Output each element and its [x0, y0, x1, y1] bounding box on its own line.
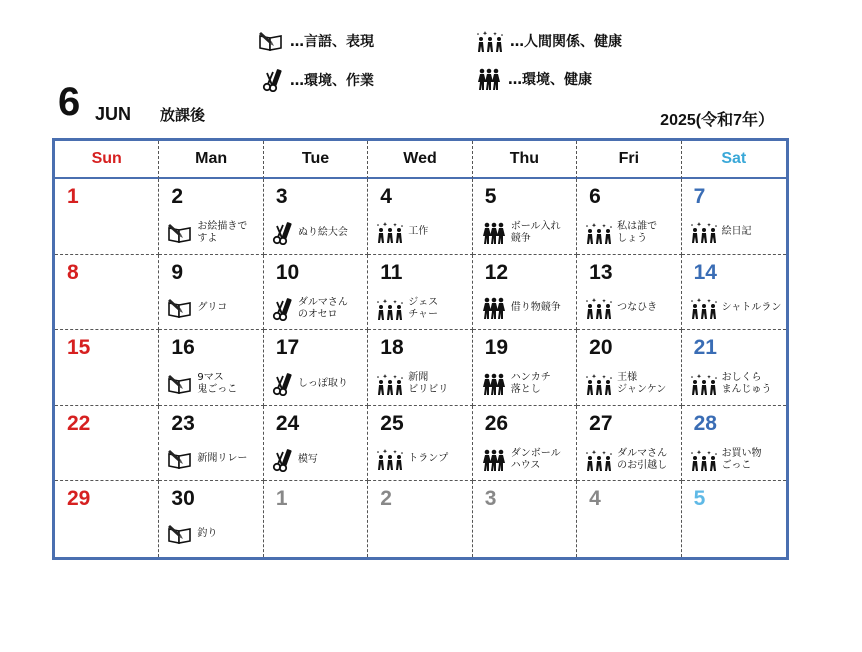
legend-item-language: …言語、表現 — [258, 30, 374, 52]
day-number: 22 — [67, 411, 91, 435]
day-number: 16 — [171, 336, 195, 360]
legend-item-environment-work: …環境、作業 — [262, 68, 374, 92]
activity — [167, 297, 227, 319]
day-cell — [159, 179, 263, 255]
activity — [585, 448, 667, 472]
day-number: 11 — [380, 260, 403, 284]
day-cell — [577, 330, 681, 406]
day-cell — [473, 406, 577, 482]
activity-label: ダルマさん のオセロ — [297, 296, 348, 320]
day-cell — [55, 255, 159, 331]
activity — [585, 221, 657, 245]
book-pencil-icon — [167, 297, 193, 319]
day-cell — [473, 481, 577, 557]
activity-label: ジェス チャー — [408, 296, 439, 320]
day-number: 18 — [380, 336, 404, 360]
day-number: 2 — [171, 185, 184, 208]
scissors-crayon-icon — [272, 372, 294, 396]
day-number: 1 — [67, 185, 79, 208]
day-cell — [577, 406, 681, 482]
activity-label: 模写 — [297, 453, 318, 465]
day-cell — [264, 330, 368, 406]
book-pencil-icon — [167, 523, 193, 545]
activity-label: おしくら まんじゅう — [721, 372, 772, 396]
people-sparkle-icon — [476, 30, 504, 52]
day-cell — [264, 255, 368, 331]
day-number: 3 — [484, 487, 497, 511]
activity — [272, 221, 348, 245]
activity — [585, 297, 657, 319]
day-number: 5 — [484, 185, 497, 208]
activity-label: ボール入れ 競争 — [510, 221, 561, 244]
people-sparkle-icon — [690, 297, 718, 319]
activity — [690, 372, 772, 396]
activity — [481, 448, 561, 472]
activity-label: お買い物 ごっこ — [721, 447, 762, 471]
day-number: 20 — [589, 336, 613, 360]
activity-label: 私は誰で しょう — [617, 221, 658, 244]
activity-label: トランプ — [408, 452, 449, 464]
weekday-header-tue: Tue — [264, 141, 368, 179]
weekday-header-thu: Thu — [473, 141, 577, 179]
people-sparkle-icon — [376, 373, 404, 395]
people-walk-icon — [476, 68, 502, 90]
day-cell — [55, 179, 159, 255]
activity-label: グリコ — [197, 301, 228, 313]
activity-label: 釣り — [197, 528, 218, 540]
activity — [481, 372, 551, 396]
day-number: 9 — [171, 260, 184, 284]
people-sparkle-icon — [376, 298, 404, 320]
day-cell — [55, 481, 159, 557]
day-cell — [682, 330, 786, 406]
activity — [585, 372, 666, 396]
activity — [481, 297, 561, 319]
weekday-header-sun: Sun — [55, 141, 159, 179]
activity — [272, 448, 318, 472]
activity-label: ダンボール ハウス — [510, 447, 561, 471]
day-cell — [682, 406, 786, 482]
day-cell — [577, 179, 681, 255]
day-number: 10 — [275, 260, 300, 284]
day-number: 1 — [275, 487, 288, 511]
day-number: 26 — [484, 411, 509, 435]
day-cell — [577, 255, 681, 331]
people-sparkle-icon — [376, 221, 404, 243]
day-number: 21 — [693, 336, 717, 360]
day-cell — [159, 330, 263, 406]
year-label: 2025(令和7年） — [660, 112, 774, 129]
activity-label: シャトルラン — [721, 301, 782, 313]
day-number: 14 — [693, 260, 717, 284]
day-cell — [264, 406, 368, 482]
day-number: 3 — [275, 185, 288, 208]
day-cell — [55, 406, 159, 482]
people-walk-icon — [481, 449, 507, 471]
people-walk-icon — [481, 373, 507, 395]
day-cell — [264, 179, 368, 255]
activity — [272, 372, 348, 396]
activity — [167, 372, 237, 396]
activity-label: 王様 ジャンケン — [617, 372, 667, 396]
day-cell — [368, 255, 472, 331]
day-number: 4 — [589, 487, 601, 511]
people-walk-icon — [481, 222, 507, 244]
weekday-header-wed: Wed — [368, 141, 472, 179]
day-number: 27 — [589, 411, 613, 435]
day-number: 30 — [171, 487, 195, 511]
scissors-crayon-icon — [262, 68, 284, 92]
activity-label: 新聞 ビリビリ — [408, 372, 449, 396]
day-cell — [368, 330, 472, 406]
activity-label: ぬり絵大会 — [297, 227, 348, 238]
day-number: 6 — [589, 185, 601, 208]
activity-label: 工作 — [408, 226, 429, 237]
month-name: JUN — [95, 104, 132, 124]
activity-label: 絵日記 — [721, 226, 752, 237]
people-sparkle-icon — [376, 448, 404, 470]
day-cell — [159, 481, 263, 557]
day-cell — [577, 481, 681, 557]
people-sparkle-icon — [690, 373, 718, 395]
people-sparkle-icon — [690, 449, 718, 471]
scissors-crayon-icon — [272, 221, 294, 245]
day-number: 17 — [275, 336, 300, 360]
people-walk-icon — [481, 297, 507, 319]
day-cell — [55, 330, 159, 406]
day-number: 23 — [171, 411, 195, 435]
book-pencil-icon — [167, 222, 193, 244]
day-number: 24 — [275, 411, 300, 435]
weekday-header-sat: Sat — [682, 141, 786, 179]
book-pencil-icon — [258, 30, 284, 52]
day-cell — [682, 255, 786, 331]
day-cell — [682, 179, 786, 255]
activity — [376, 372, 448, 396]
day-cell — [159, 406, 263, 482]
book-pencil-icon — [167, 373, 193, 395]
legend-item-environment-health: …環境、健康 — [476, 68, 592, 90]
day-cell — [473, 330, 577, 406]
day-cell — [473, 179, 577, 255]
activity — [376, 221, 428, 243]
day-number: 28 — [693, 411, 717, 435]
activity — [167, 221, 247, 245]
activity — [690, 448, 762, 472]
activity — [481, 221, 561, 245]
activity — [167, 523, 217, 545]
day-number: 7 — [693, 185, 706, 208]
calendar-subtitle: 放課後 — [160, 106, 206, 124]
activity — [167, 448, 247, 470]
people-sparkle-icon — [585, 373, 613, 395]
day-number: 2 — [380, 487, 392, 511]
people-sparkle-icon — [585, 222, 613, 244]
month-number: 6 — [58, 80, 81, 124]
day-number: 5 — [693, 487, 706, 511]
activity — [376, 448, 448, 470]
day-cell — [368, 406, 472, 482]
legend-item-relationships: …人間関係、健康 — [476, 30, 622, 52]
activity-label: 新聞リレー — [197, 452, 248, 464]
activity — [272, 297, 348, 321]
day-cell — [159, 255, 263, 331]
activity — [690, 221, 752, 243]
day-number: 25 — [380, 411, 404, 435]
activity — [690, 297, 782, 319]
weekday-header-mon: Man — [159, 141, 263, 179]
scissors-crayon-icon — [272, 448, 294, 472]
calendar-grid — [52, 138, 789, 560]
day-number: 8 — [67, 260, 79, 284]
day-cell — [368, 481, 472, 557]
day-number: 12 — [484, 260, 509, 284]
activity-label: つなひき — [617, 301, 658, 313]
people-sparkle-icon — [585, 449, 613, 471]
day-number: 15 — [67, 336, 91, 360]
day-number: 29 — [67, 487, 91, 511]
activity — [376, 297, 438, 321]
day-cell — [682, 481, 786, 557]
activity-label: ダルマさん のお引越し — [617, 447, 668, 471]
day-number: 19 — [484, 336, 509, 360]
day-number: 4 — [380, 185, 392, 208]
people-sparkle-icon — [690, 221, 718, 243]
activity-label: 借り物競争 — [510, 301, 561, 313]
people-sparkle-icon — [585, 297, 613, 319]
day-cell — [264, 481, 368, 557]
day-cell — [473, 255, 577, 331]
scissors-crayon-icon — [272, 297, 294, 321]
day-cell — [368, 179, 472, 255]
activity-label: ハンカチ 落とし — [510, 372, 551, 396]
activity-label: 9マス 鬼ごっこ — [197, 372, 238, 396]
day-number: 13 — [589, 260, 613, 284]
activity-label: しっぽ取り — [297, 378, 348, 390]
weekday-header-fri: Fri — [577, 141, 681, 179]
book-pencil-icon — [167, 448, 193, 470]
activity-label: お絵描きで すよ — [197, 221, 248, 244]
